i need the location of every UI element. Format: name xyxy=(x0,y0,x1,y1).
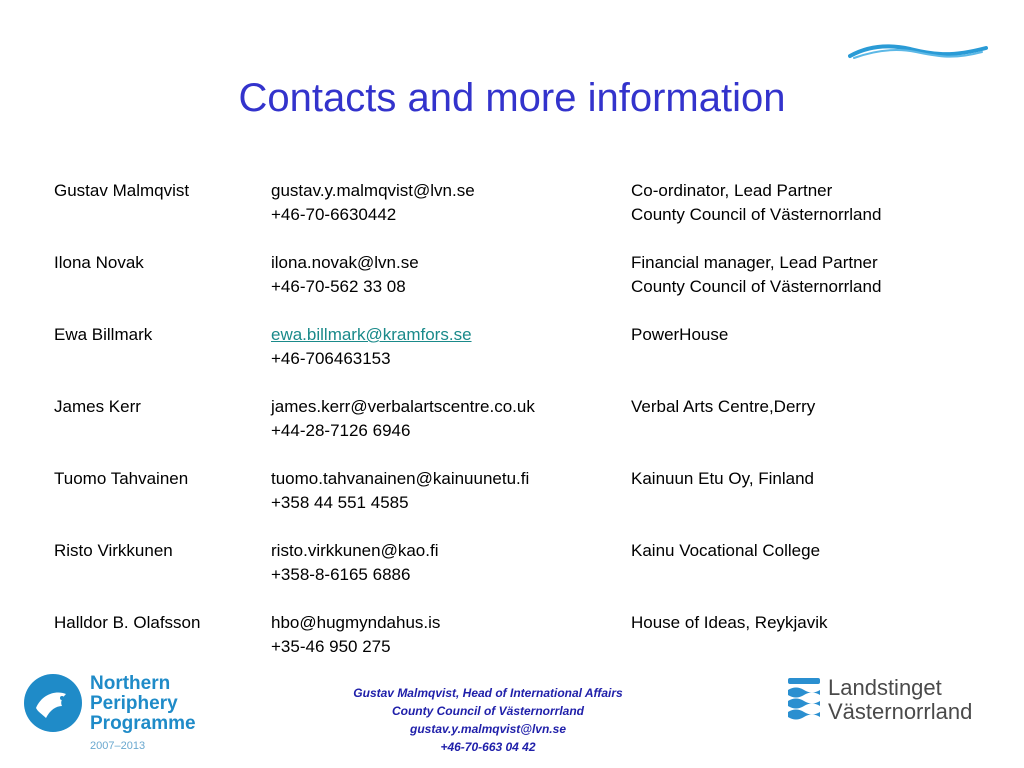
org-line-1: Kainuun Etu Oy, Finland xyxy=(631,469,815,488)
contact-list xyxy=(54,179,994,683)
org-line-2: County Council of Västernorrland xyxy=(631,277,882,296)
landstinget-logo xyxy=(788,676,998,728)
contact-details xyxy=(271,251,419,299)
lv-line-1: Landstinget xyxy=(828,675,942,700)
npp-line-3: Programme xyxy=(90,713,196,734)
contact-email: gustav.y.malmqvist@lvn.se xyxy=(271,181,475,200)
northern-periphery-logo xyxy=(22,670,212,760)
landstinget-wordmark xyxy=(828,676,972,724)
contact-organization xyxy=(631,251,881,299)
contact-organization xyxy=(631,611,828,635)
contact-name: Ewa Billmark xyxy=(54,325,153,344)
footer-line-1: Gustav Malmqvist, Head of International Affairs xyxy=(353,686,623,700)
contact-details xyxy=(271,395,535,443)
contact-phone: +46-70-562 33 08 xyxy=(271,277,406,296)
npp-years: 2007–2013 xyxy=(90,740,146,752)
contact-email: tuomo.tahvanainen@kainuunetu.fi xyxy=(271,469,530,488)
contact-organization xyxy=(631,179,881,227)
contact-row xyxy=(54,251,994,323)
page-title: Contacts and more information xyxy=(238,76,786,120)
contact-name: James Kerr xyxy=(54,397,141,416)
contact-organization xyxy=(631,395,815,419)
contact-email: hbo@hugmyndahus.is xyxy=(271,613,441,632)
wave-decoration-icon xyxy=(848,40,988,66)
npp-wordmark xyxy=(90,674,196,734)
contact-row xyxy=(54,179,994,251)
contact-row xyxy=(54,467,994,539)
contact-row xyxy=(54,539,994,611)
footer-line-2: County Council of Västernorrland xyxy=(391,704,584,718)
org-line-1: PowerHouse xyxy=(631,325,729,344)
org-line-1: House of Ideas, Reykjavik xyxy=(631,613,828,632)
contact-row xyxy=(54,323,994,395)
contact-email: james.kerr@verbalartscentre.co.uk xyxy=(271,397,535,416)
contact-name: Risto Virkkunen xyxy=(54,541,173,560)
contact-phone: +358 44 551 4585 xyxy=(271,493,409,512)
contact-row xyxy=(54,395,994,467)
lv-line-2: Västernorrland xyxy=(828,699,973,724)
contact-email-link[interactable]: ewa.billmark@kramfors.se xyxy=(271,325,472,344)
contact-phone: +46-706463153 xyxy=(271,349,391,368)
contact-name: Ilona Novak xyxy=(54,253,144,272)
contact-details xyxy=(271,611,440,659)
contact-phone: +46-70-6630442 xyxy=(271,205,397,224)
npp-line-2: Periphery xyxy=(90,693,178,714)
contact-phone: +358-8-6165 6886 xyxy=(271,565,411,584)
contact-phone: +35-46 950 275 xyxy=(271,637,391,656)
contact-details xyxy=(271,179,475,227)
org-line-1: Kainu Vocational College xyxy=(631,541,821,560)
waves-logo-icon xyxy=(788,678,820,724)
footer-line-4: +46-70-663 04 42 xyxy=(440,740,536,754)
footer-line-3: gustav.y.malmqvist@lvn.se xyxy=(410,722,566,736)
org-line-1: Verbal Arts Centre,Derry xyxy=(631,397,816,416)
contact-details xyxy=(271,467,529,515)
contact-organization xyxy=(631,467,814,491)
contact-name: Gustav Malmqvist xyxy=(54,181,190,200)
contact-organization xyxy=(631,539,820,563)
contact-email: risto.virkkunen@kao.fi xyxy=(271,541,439,560)
dove-logo-icon xyxy=(22,672,84,734)
contact-organization xyxy=(631,323,728,347)
contact-details xyxy=(271,539,439,587)
contact-details xyxy=(271,323,472,371)
contact-name: Tuomo Tahvainen xyxy=(54,469,189,488)
org-line-1: Financial manager, Lead Partner xyxy=(631,253,878,272)
npp-line-1: Northern xyxy=(90,673,171,694)
contact-name: Halldor B. Olafsson xyxy=(54,613,201,632)
footer-contact-block xyxy=(300,684,676,756)
contact-phone: +44-28-7126 6946 xyxy=(271,421,411,440)
contact-email: ilona.novak@lvn.se xyxy=(271,253,419,272)
org-line-2: County Council of Västernorrland xyxy=(631,205,882,224)
org-line-1: Co-ordinator, Lead Partner xyxy=(631,181,833,200)
